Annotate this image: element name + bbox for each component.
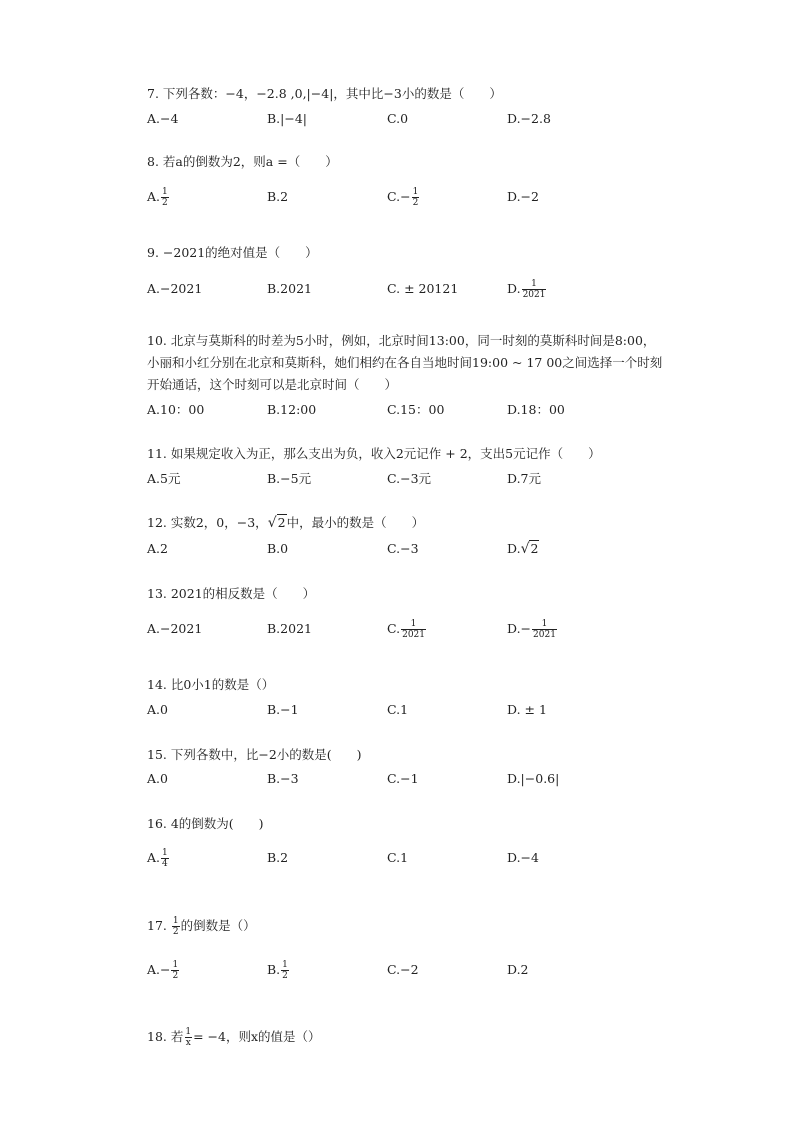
question-15-stem: 15. 下列各数中，比−2小的数是( ) [147, 747, 362, 762]
q8-a-fraction: $\frac{1}{2}$ [162, 187, 168, 208]
q9-option-c[interactable]: C. ± 20121 [387, 281, 459, 296]
question-13-options [147, 618, 677, 642]
question-13-stem: 13. 2021的相反数是（ ） [147, 586, 316, 601]
question-7-stem: 7. 下列各数：−4，−2.8 ,0,|−4|，其中比−3小的数是（ ） [147, 86, 502, 101]
question-11-stem: 11. 如果规定收入为正，那么支出为负，收入2元记作 + 2，支出5元记作（ ） [147, 446, 601, 461]
question-12-options [147, 538, 677, 562]
question-16-stem: 16. 4的倒数为( ) [147, 816, 264, 831]
q13-option-b[interactable]: B.2021 [267, 621, 312, 636]
q12-option-d[interactable]: D.√2 [507, 538, 539, 560]
q8-option-d[interactable]: D.−2 [507, 189, 539, 204]
q16-option-d[interactable]: D.−4 [507, 850, 539, 865]
q15-option-d[interactable]: D.|−0.6| [507, 771, 560, 786]
q17-option-a[interactable]: A.− $\frac{1}{2}$ [147, 960, 179, 981]
question-14-options [147, 699, 677, 723]
q8-option-a[interactable] [147, 186, 170, 208]
question-7-options [147, 108, 677, 132]
q9-option-b[interactable]: B.2021 [267, 281, 312, 296]
q14-option-d[interactable]: D. ± 1 [507, 702, 547, 717]
question-8-options [147, 186, 677, 210]
q11-option-d[interactable]: D.7元 [507, 471, 542, 486]
question-10-options [147, 399, 677, 423]
question-8-stem: 8. 若a的倒数为2，则a =（ ） [147, 154, 338, 169]
q11-option-c[interactable]: C.−3元 [387, 471, 432, 486]
q8-a-prefix: A. [147, 189, 161, 204]
question-11-options [147, 468, 677, 492]
question-12-stem: 12. 实数2，0，−3，√2中，最小的数是（ ） [147, 512, 677, 534]
q8-option-b[interactable]: B.2 [267, 189, 289, 204]
q14-option-c[interactable]: C.1 [387, 702, 409, 717]
q17-option-b[interactable]: B. $\frac{1}{2}$ [267, 960, 288, 981]
q10-option-a[interactable]: A.10：00 [147, 402, 205, 417]
question-18-stem: 18. 若 $\frac{1}{x}$ = −4，则x的值是（） [147, 1027, 321, 1048]
q16-a-fraction: $\frac{1}{4}$ [162, 848, 168, 869]
q8-option-c[interactable] [387, 186, 420, 208]
q16-option-c[interactable]: C.1 [387, 850, 409, 865]
q13-d-fraction: $\frac{1}{2021}$ [533, 619, 556, 640]
q16-option-b[interactable]: B.2 [267, 850, 289, 865]
question-14-stem: 14. 比0小1的数是（） [147, 677, 275, 692]
question-17-stem: 17. $\frac{1}{2}$ 的倒数是（） [147, 916, 256, 937]
question-9-stem: 9. −2021的绝对值是（ ） [147, 245, 318, 260]
q9-option-a[interactable]: A.−2021 [147, 281, 203, 296]
question-15-options [147, 768, 677, 792]
q9-option-d[interactable] [507, 278, 547, 300]
q9-d-prefix: D. [507, 281, 521, 296]
q17-b-fraction: $\frac{1}{2}$ [282, 960, 288, 981]
q15-option-c[interactable]: C.−1 [387, 771, 419, 786]
q15-option-b[interactable]: B.−3 [267, 771, 299, 786]
q7-option-a[interactable]: A.−4 [147, 111, 179, 126]
q17-stem-fraction: $\frac{1}{2}$ [172, 916, 179, 937]
q12-option-b[interactable]: B.0 [267, 541, 289, 556]
q10-option-d[interactable]: D.18：00 [507, 402, 565, 417]
q16-option-a[interactable]: A. $\frac{1}{4}$ [147, 848, 168, 869]
q10-option-c[interactable]: C.15：00 [387, 402, 445, 417]
q8-c-prefix: C.− [387, 189, 411, 204]
q7-option-c[interactable]: C.0 [387, 111, 409, 126]
q9-d-fraction: $\frac{1}{2021}$ [522, 279, 546, 300]
q13-option-d[interactable]: D.− $\frac{1}{2021}$ [507, 619, 556, 640]
q12-d-sqrt: √2 [520, 541, 539, 557]
q7-option-b[interactable]: B.|−4| [267, 111, 308, 126]
q10-option-b[interactable]: B.12:00 [267, 402, 317, 417]
q13-option-c[interactable]: C. $\frac{1}{2021}$ [387, 619, 425, 640]
q11-option-a[interactable]: A.5元 [147, 471, 181, 486]
q12-option-c[interactable]: C.−3 [387, 541, 419, 556]
q13-option-a[interactable]: A.−2021 [147, 621, 203, 636]
q18-stem-fraction: $\frac{1}{x}$ [185, 1027, 192, 1048]
q13-c-fraction: $\frac{1}{2021}$ [402, 619, 425, 640]
q14-option-b[interactable]: B.−1 [267, 702, 299, 717]
question-16-options [147, 847, 677, 871]
q17-a-fraction: $\frac{1}{2}$ [172, 960, 179, 981]
q12-stem-sqrt: √2 [267, 515, 286, 531]
question-9-options [147, 278, 677, 302]
q17-option-d[interactable]: D.2 [507, 962, 529, 977]
q14-option-a[interactable]: A.0 [147, 702, 168, 717]
question-10-stem: 10. 北京与莫斯科的时差为5小时，例如，北京时间13:00，同一时刻的莫斯科时间是8:00，小丽和小红分别在北京和莫斯科，她们相约在各自当地时间19:00 ~ 17 00之间选择一个时刻开始通话，这个时刻可以是北京时间（ ） [147, 333, 663, 392]
q15-option-a[interactable]: A.0 [147, 771, 168, 786]
q12-option-a[interactable]: A.2 [147, 541, 168, 556]
q7-option-d[interactable]: D.−2.8 [507, 111, 551, 126]
q8-c-fraction: $\frac{1}{2}$ [412, 187, 419, 208]
q11-option-b[interactable]: B.−5元 [267, 471, 312, 486]
question-17-options [147, 959, 677, 983]
q17-option-c[interactable]: C.−2 [387, 962, 419, 977]
